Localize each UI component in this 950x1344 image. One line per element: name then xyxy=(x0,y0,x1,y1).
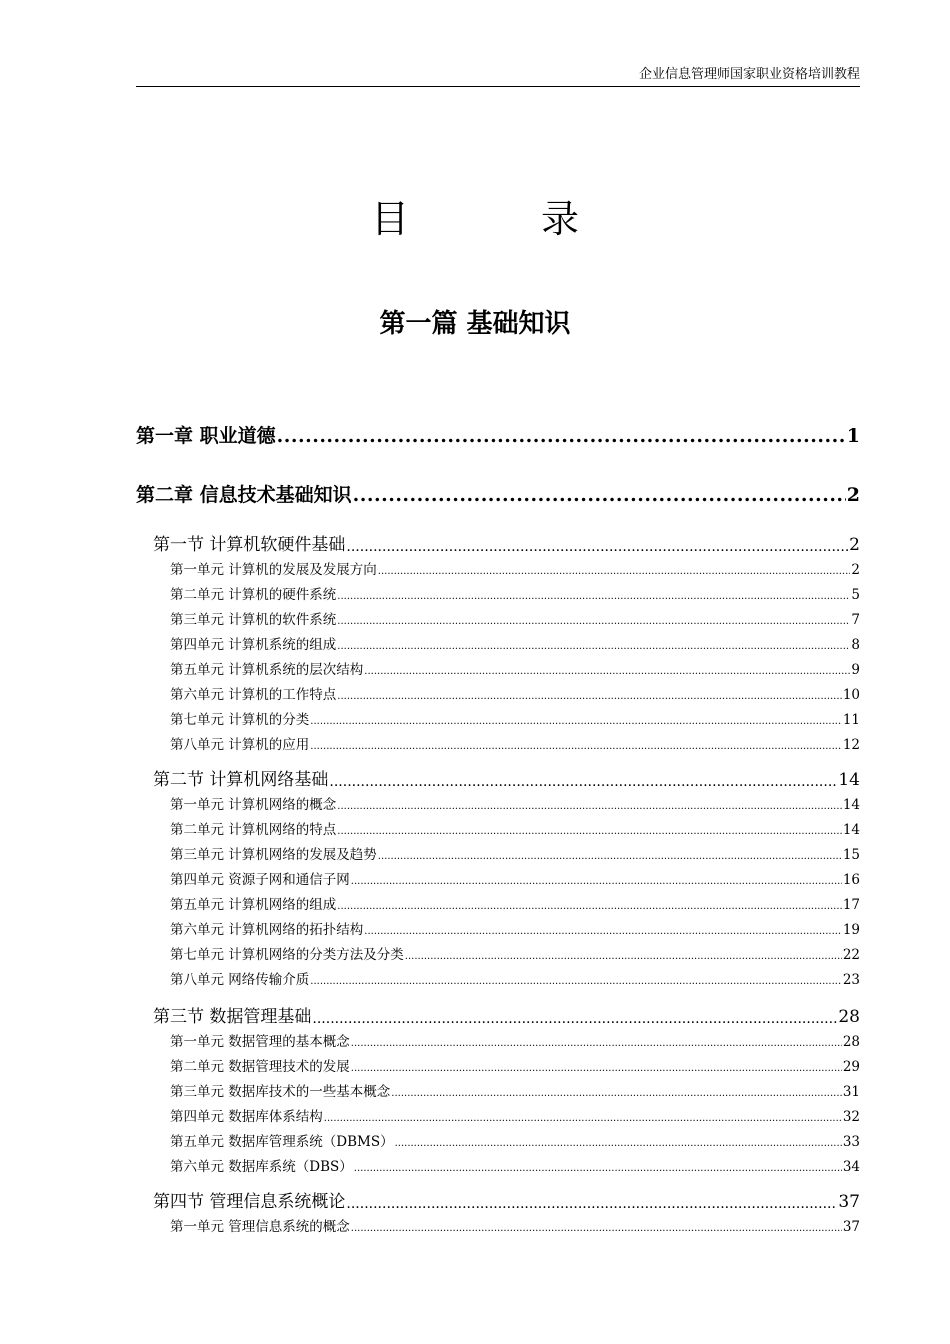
running-header xyxy=(136,66,860,87)
toc-leader-dots xyxy=(312,1010,837,1028)
toc-entry-label: 第五单元 计算机网络的组成 xyxy=(170,897,337,913)
toc-entry-label: 第六单元 计算机网络的拓扑结构 xyxy=(170,922,364,938)
toc-entry-level-3[interactable] xyxy=(170,1133,860,1151)
toc-entry-page: 8 xyxy=(851,637,860,653)
toc-entry-page: 37 xyxy=(842,1219,860,1235)
toc-entry-label: 第四单元 数据库体系结构 xyxy=(170,1109,323,1125)
toc-entry-page: 19 xyxy=(842,922,860,938)
toc-entry-level-3[interactable] xyxy=(170,1158,860,1176)
toc-entry-label: 第三单元 计算机的软件系统 xyxy=(170,612,337,628)
toc-entry-level-1[interactable] xyxy=(136,424,860,448)
toc-entry-level-3[interactable] xyxy=(170,686,860,704)
toc-entry-page: 34 xyxy=(842,1159,860,1175)
toc-entry-level-3[interactable] xyxy=(170,636,860,654)
toc-entry-level-3[interactable] xyxy=(170,661,860,679)
toc-leader-dots xyxy=(329,773,837,791)
toc-entry-label: 第五单元 数据库管理系统（DBMS） xyxy=(170,1134,394,1150)
toc-leader-dots xyxy=(337,590,850,604)
toc-entry-label: 第四单元 资源子网和通信子网 xyxy=(170,872,350,888)
toc-entry-label: 第七单元 计算机的分类 xyxy=(170,712,310,728)
toc-entry-page: 15 xyxy=(842,847,860,863)
toc-entry-label: 第八单元 计算机的应用 xyxy=(170,737,310,753)
toc-entry-level-3[interactable] xyxy=(170,1058,860,1076)
toc-entry-level-3[interactable] xyxy=(170,561,860,579)
toc-entry-page: 16 xyxy=(842,872,860,888)
toc-entry-page: 2 xyxy=(849,535,860,555)
toc-leader-dots xyxy=(351,1037,842,1051)
toc-entry-level-3[interactable] xyxy=(170,1218,860,1236)
toc-entry-level-3[interactable] xyxy=(170,971,860,989)
toc-entry-page: 5 xyxy=(851,587,860,603)
toc-leader-dots xyxy=(324,1112,842,1126)
toc-entry-page: 14 xyxy=(842,797,860,813)
toc-entry-page: 9 xyxy=(851,662,860,678)
toc-entry-label: 第一单元 计算机网络的概念 xyxy=(170,797,337,813)
toc-entry-level-2[interactable] xyxy=(153,534,860,556)
toc-entry-level-3[interactable] xyxy=(170,846,860,864)
toc-entry-page: 2 xyxy=(846,484,860,506)
toc-leader-dots xyxy=(337,825,842,839)
toc-entry-label: 第一章 职业道德 xyxy=(136,425,276,447)
running-header-text: 企业信息管理师国家职业资格培训教程 xyxy=(638,67,860,82)
toc-leader-dots xyxy=(277,424,846,448)
toc-entry-page: 2 xyxy=(851,562,860,578)
toc-entry-label: 第二节 计算机网络基础 xyxy=(153,770,329,790)
toc-entry-label: 第三节 数据管理基础 xyxy=(153,1007,312,1027)
toc-entry-label: 第四节 管理信息系统概论 xyxy=(153,1192,346,1212)
toc-leader-dots xyxy=(310,715,842,729)
toc-entry-label: 第一单元 管理信息系统的概念 xyxy=(170,1219,350,1235)
toc-entry-level-3[interactable] xyxy=(170,1033,860,1051)
toc-leader-dots xyxy=(364,925,842,939)
toc-entry-level-2[interactable] xyxy=(153,769,860,791)
toc-entry-label: 第一单元 数据管理的基本概念 xyxy=(170,1034,350,1050)
toc-leader-dots xyxy=(337,800,842,814)
toc-entry-page: 12 xyxy=(842,737,860,753)
toc-leader-dots xyxy=(354,1162,842,1176)
toc-entry-page: 29 xyxy=(842,1059,860,1075)
toc-entry-label: 第一单元 计算机的发展及发展方向 xyxy=(170,562,377,578)
toc-entry-level-2[interactable] xyxy=(153,1191,860,1213)
toc-entry-label: 第二单元 数据管理技术的发展 xyxy=(170,1059,350,1075)
toc-leader-dots xyxy=(391,1087,842,1101)
toc-entry-label: 第五单元 计算机系统的层次结构 xyxy=(170,662,364,678)
toc-leader-dots xyxy=(337,615,850,629)
toc-leader-dots xyxy=(346,1195,837,1213)
toc-entry-label: 第二章 信息技术基础知识 xyxy=(136,484,352,506)
toc-leader-dots xyxy=(351,1062,842,1076)
toc-entry-label: 第三单元 数据库技术的一些基本概念 xyxy=(170,1084,391,1100)
page-title: 目 录 xyxy=(370,197,640,241)
toc-entry-label: 第六单元 数据库系统（DBS） xyxy=(170,1159,353,1175)
toc-entry-level-3[interactable] xyxy=(170,1083,860,1101)
toc-entry-level-3[interactable] xyxy=(170,586,860,604)
toc-entry-level-2[interactable] xyxy=(153,1006,860,1028)
toc-entry-label: 第八单元 网络传输介质 xyxy=(170,972,310,988)
toc-entry-level-3[interactable] xyxy=(170,821,860,839)
toc-leader-dots xyxy=(378,565,851,579)
toc-entry-page: 7 xyxy=(851,612,860,628)
toc-entry-page: 17 xyxy=(842,897,860,913)
toc-entry-page: 11 xyxy=(842,712,860,728)
toc-leader-dots xyxy=(337,690,842,704)
toc-entry-page: 23 xyxy=(842,972,860,988)
toc-entry-page: 37 xyxy=(838,1192,860,1212)
toc-leader-dots xyxy=(337,640,850,654)
toc-entry-label: 第六单元 计算机的工作特点 xyxy=(170,687,337,703)
toc-entry-page: 22 xyxy=(842,947,860,963)
toc-leader-dots xyxy=(353,483,846,507)
toc-entry-level-3[interactable] xyxy=(170,871,860,889)
toc-entry-label: 第一节 计算机软硬件基础 xyxy=(153,535,346,555)
toc-entry-page: 28 xyxy=(842,1034,860,1050)
toc-entry-page: 28 xyxy=(838,1007,860,1027)
toc-entry-page: 14 xyxy=(838,770,860,790)
toc-entry-label: 第四单元 计算机系统的组成 xyxy=(170,637,337,653)
toc-entry-level-3[interactable] xyxy=(170,711,860,729)
toc-entry-label: 第二单元 计算机网络的特点 xyxy=(170,822,337,838)
toc-entry-level-3[interactable] xyxy=(170,1108,860,1126)
toc-entry-level-3[interactable] xyxy=(170,946,860,964)
toc-entry-page: 32 xyxy=(842,1109,860,1125)
toc-entry-page: 10 xyxy=(842,687,860,703)
toc-entry-label: 第三单元 计算机网络的发展及趋势 xyxy=(170,847,377,863)
toc-leader-dots xyxy=(310,975,842,989)
toc-leader-dots xyxy=(351,1222,842,1236)
toc-entry-level-3[interactable] xyxy=(170,736,860,754)
toc-entry-label: 第七单元 计算机网络的分类方法及分类 xyxy=(170,947,404,963)
toc-entry-level-3[interactable] xyxy=(170,611,860,629)
toc-entry-page: 1 xyxy=(846,425,860,447)
toc-leader-dots xyxy=(364,665,850,679)
toc-entry-page: 31 xyxy=(842,1084,860,1100)
toc-entry-page: 14 xyxy=(842,822,860,838)
toc-leader-dots xyxy=(351,875,842,889)
toc-entry-level-1[interactable] xyxy=(136,483,860,507)
toc-entry-page: 33 xyxy=(842,1134,860,1150)
toc-leader-dots xyxy=(395,1137,842,1151)
toc-leader-dots xyxy=(378,850,842,864)
toc-leader-dots xyxy=(346,538,848,556)
toc-leader-dots xyxy=(337,900,842,914)
toc-entry-level-3[interactable] xyxy=(170,896,860,914)
toc-leader-dots xyxy=(310,740,842,754)
toc-leader-dots xyxy=(405,950,842,964)
toc-entry-level-3[interactable] xyxy=(170,921,860,939)
toc-entry-label: 第二单元 计算机的硬件系统 xyxy=(170,587,337,603)
part-title: 第一篇 基础知识 xyxy=(379,309,571,339)
toc-entry-level-3[interactable] xyxy=(170,796,860,814)
